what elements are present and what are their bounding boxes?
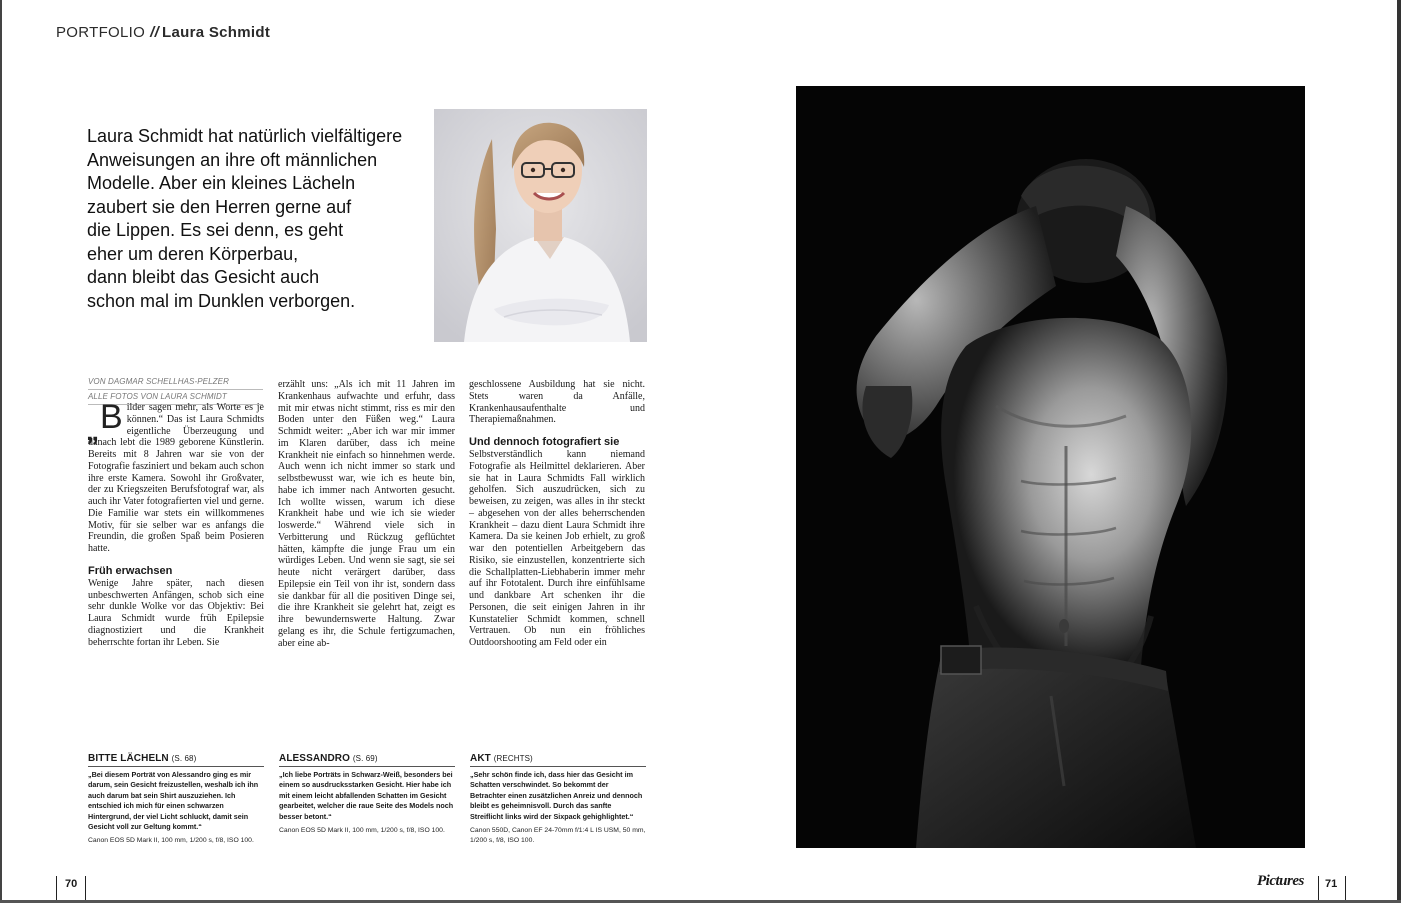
article-column-1 [86,398,264,648]
header-separator: // [150,24,160,41]
caption-page-ref: (S. 68) [171,754,197,763]
lead-line: Modelle. Aber ein kleines Lächeln [87,173,356,193]
magazine-logo: Pictures [1257,873,1304,889]
page-edge-left [0,0,2,903]
drop-cap-quote: „ [86,416,99,446]
photo-caption [279,752,455,836]
lead-line: Laura Schmidt hat natürlich vielfältigere [87,126,403,146]
lead-line: Anweisungen an ihre oft männlichen [87,149,378,170]
caption-quote: „Bei diesem Porträt von Alessandro ging es mir darum, sein Gesicht freizustellen, weshalb ich ihn auch darum bat sein Shirt auszuziehen. Ich entschied ich mich für einen schwarzen Hintergrund, der viel Licht schluckt, damit sein Gesicht voll zur Geltung kommt.“ [88,770,259,832]
caption-page-ref: (S. 69) [352,754,378,763]
photo-credit: ALLE FOTOS VON LAURA SCHMIDT [88,390,263,405]
article-paragraph: Selbstverständlich kann niemand Fotografie als Heilmittel deklarieren. Aber sie hat in Laura Schmidts Fall wirklich geholfen. Sich auszudrücken, sich zu beweisen, zu zeigen, was alles in ihr steckt – abgesehen von der alles beherrschenden Krankheit – dazu dient Laura Schmidt ihre Kamera. Da sie keinen Job erhielt, zu groß war den potentiellen Arbeitgebern das Risiko, sie einzustellen, konzentrierte sich die Schallplatten-Liebhaberin immer mehr auf ihr Fototalent. Durch ihre einfühlsame und dankbare Art schenken ihr die Personen, die seit einigen Jahren in ihr Kunstatelier Schmidt kommen, schnell Vertrauen. Ob nun ein fröhliches Outdoorshooting am Feld oder ein [469,449,645,648]
subheading: Und dennoch fotografiert sie [469,436,620,448]
caption-title [279,752,455,767]
photo-caption [88,752,264,846]
article-paragraph [86,398,264,555]
page-number-left-box [56,876,86,900]
page-edge-right [1397,0,1401,903]
caption-page-ref: (RECHTS) [493,754,533,763]
caption-quote: „Sehr schön finde ich, dass hier das Gesicht im Schatten verschwindet. So bekommt der Betrachter einen zusätzlichen Anreiz und dennoch bleibt es geheimnisvoll. Durch das sanfte Streiflicht links wird der Sixpack gehighlightet.“ [470,770,643,821]
subheading: Früh erwachsen [88,564,173,577]
caption-camera-settings: Canon 550D, Canon EF 24-70mm f/1:4 L IS USM, 50 mm, 1/200 s, f/8, ISO 100. [470,827,646,845]
lead-line: dann bleibt das Gesicht auch [87,267,320,287]
article-column-2 [278,379,455,649]
lead-line: eher um deren Körperbau, [87,243,299,264]
drop-cap-letter: B [100,398,123,436]
caption-title-text: BITTE LÄCHELN [88,753,169,764]
drop-cap [86,398,123,446]
article-paragraph: Wenige Jahre später, nach diesen unbeschwerten Anfängen, schob sich eine sehr dunkle Wolke vor das Objektiv: Bei Laura Schmidt wurde früh Epilepsie diagnostiziert und die Krankheit beherrschte fortan ihr Leben. Sie [88,577,264,648]
artist-name: Laura Schmidt [162,24,271,41]
page-number-right-box [1318,876,1346,900]
article-paragraph: geschlossene Ausbildung hat sie nicht. Stets waren da Anfälle, Krankenhausaufenthalte und Therapiemaßnahmen. [469,379,645,426]
article-column-3 [469,379,645,649]
caption-camera-settings: Canon EOS 5D Mark II, 100 mm, 1/200 s, f/8, ISO 100. [88,837,254,845]
lead-paragraph [87,125,417,313]
section-header [56,24,270,41]
caption-title [88,752,264,767]
caption-camera-settings: Canon EOS 5D Mark II, 100 mm, 1/200 s, f/8, ISO 100. [279,827,445,835]
lead-line: zaubert sie den Herren gerne auf [87,196,352,217]
page-number-right: 71 [1325,878,1338,890]
lead-line: die Lippen. Es sei denn, es geht [87,220,344,240]
article-paragraph: erzählt uns: „Als ich mit 11 Jahren im Krankenhaus aufwachte und erfuhr, dass mit mir etwas nicht stimmt, riss es mir den Boden unter den Füßen weg.“ Laura Schmidt weiter: „Aber ich war mir immer im Klaren darüber, dass ich meine Krankheit nie einfach so hinnehmen werde. Auch wenn ich nicht immer so stark und selbstbewusst war, wie ich es heute bin, habe ich immer nach Antworten gesucht. Ich wollte wissen, warum ich diese Krankheit habe und wie ich sie wieder loswerde.“ Während viele sich in Verbitterung und Rückzug geflüchtet hätten, kämpfte die junge Frau um ein würdiges Leben. Und wenn sie sagt, sie sei heute nicht verärgert darüber, dass Epilepsie ein Teil von ihr ist, sondern dass sie dankbar für all die positiven Dinge sei, die ihre Krankheit sie gelehrt hat, zeigt es ihre bewundernswerte Haltung. Zwar gelang es ihr, die Schule fertigzumachen, aber eine ab- [278,379,455,649]
section-label: PORTFOLIO [56,24,146,41]
caption-title-text: AKT [470,753,491,764]
paragraph-text: ilder sagen mehr, als Worte es je können.“ Das ist Laura Schmidts eigentliche Überzeugung und danach lebt die 1989 geborene Künstlerin. Bereits mit 8 Jahren war sie von der Fotografie fasziniert und bekam auch schon ihre erste Kamera. Sowohl ihr Großvater, der zu Kriegszeiten Berufsfotograf war, als auch ihr Vater fotografierten viel und gerne. Die Familie war stets ein willkommenes Motiv, für sie selber war es anfangs die Freundin, die großen Spaß beim Posieren hatte. [88,402,264,554]
caption-title-text: ALESSANDRO [279,753,351,764]
lead-line: schon mal im Dunklen verborgen. [87,290,356,311]
torso-photograph [796,86,1305,848]
photo-caption [470,752,646,846]
caption-title [470,752,646,767]
caption-quote: „Ich liebe Porträts in Schwarz-Weiß, besonders bei einem so ausdrucksstarken Gesicht. Hier habe ich mit einem leicht abfallenden Schatten im Gesicht gearbeitet, welcher die raue Seite des Models noch besser betont.“ [279,770,454,821]
page-number-left: 70 [65,878,78,890]
author-credit: VON DAGMAR SCHELLHAS-PELZER [88,375,263,390]
photographer-portrait [434,109,647,342]
